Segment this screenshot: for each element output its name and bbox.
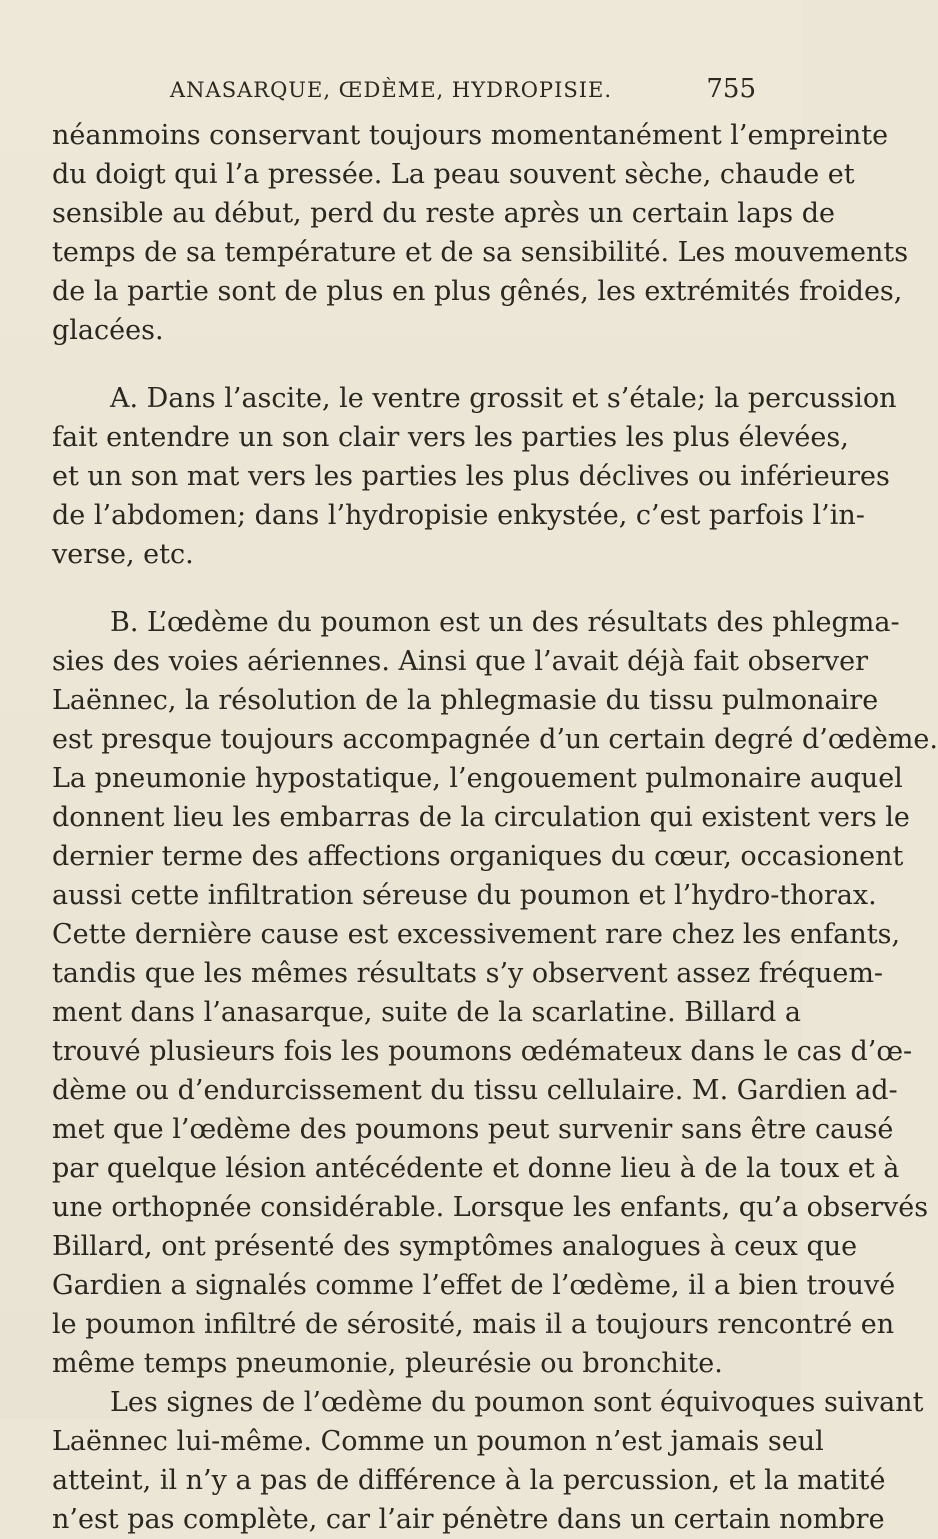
text-line: Cette dernière cause est excessivement rare chez les enfants,: [52, 919, 901, 950]
text-line: est presque toujours accompagnée d’un certain degré d’œdème.: [52, 724, 938, 755]
text-line: Billard, ont présenté des symptômes analogues à ceux que: [52, 1231, 858, 1262]
text-line: Laënnec lui-même. Comme un poumon n’est jamais seul: [52, 1426, 824, 1457]
text-line: par quelque lésion antécédente et donne lieu à de la toux et à: [52, 1153, 900, 1184]
paragraph-signs: [52, 1383, 924, 1539]
text-line: atteint, il n’y a pas de différence à la percussion, et la matité: [52, 1465, 886, 1496]
text-line: le poumon infiltré de sérosité, mais il a toujours rencontré en: [52, 1309, 895, 1340]
text-line: La pneumonie hypostatique, l’engouement pulmonaire auquel: [52, 763, 903, 794]
text-line: une orthopnée considérable. Lorsque les enfants, qu’a observés: [52, 1192, 929, 1223]
text-line: aussi cette infiltration séreuse du poumon et l’hydro-thorax.: [52, 880, 877, 911]
text-line: sensible au début, perd du reste après un certain laps de: [52, 198, 835, 229]
body-text: [52, 116, 938, 1539]
text-line: dernier terme des affections organiques du cœur, occasionent: [52, 841, 904, 872]
text-line: de l’abdomen; dans l’hydropisie enkystée, c’est parfois l’in-: [52, 500, 865, 531]
text-line: fait entendre un son clair vers les parties les plus élevées,: [52, 422, 849, 453]
text-line: sies des voies aériennes. Ainsi que l’avait déjà fait observer: [52, 646, 868, 677]
running-title: ANASARQUE, ŒDÈME, HYDROPISIE.: [170, 78, 613, 102]
page-header: [40, 74, 762, 118]
text-line: et un son mat vers les parties les plus déclives ou inférieures: [52, 461, 890, 492]
text-line: tandis que les mêmes résultats s’y observent assez fréquem-: [52, 958, 884, 989]
text-line: ment dans l’anasarque, suite de la scarlatine. Billard a: [52, 997, 801, 1028]
text-line: n’est pas complète, car l’air pénètre dans un certain nombre: [52, 1504, 885, 1535]
text-line: même temps pneumonie, pleurésie ou bronchite.: [52, 1348, 723, 1379]
text-line: A. Dans l’ascite, le ventre grossit et s’étale; la percussion: [110, 383, 897, 414]
text-line: néanmoins conservant toujours momentanément l’empreinte: [52, 120, 889, 151]
text-line: Laënnec, la résolution de la phlegmasie du tissu pulmonaire: [52, 685, 879, 716]
text-line: temps de sa température et de sa sensibilité. Les mouvements: [52, 237, 909, 268]
text-line: du doigt qui l’a pressée. La peau souvent sèche, chaude et: [52, 159, 855, 190]
text-line: trouvé plusieurs fois les poumons œdémateux dans le cas d’œ-: [52, 1036, 913, 1067]
text-line: dème ou d’endurcissement du tissu cellulaire. M. Gardien ad-: [52, 1075, 898, 1106]
text-line: Les signes de l’œdème du poumon sont équivoques suivant: [110, 1387, 924, 1418]
paragraph-1: [52, 116, 909, 350]
text-line: donnent lieu les embarras de la circulation qui existent vers le: [52, 802, 910, 833]
text-line: glacées.: [52, 315, 164, 346]
text-line: de la partie sont de plus en plus gênés, les extrémités froides,: [52, 276, 903, 307]
text-line: verse, etc.: [52, 539, 194, 570]
text-line: Gardien a signalés comme l’effet de l’œdème, il a bien trouvé: [52, 1270, 896, 1301]
page-number: 755: [706, 74, 756, 104]
text-line: met que l’œdème des poumons peut survenir sans être causé: [52, 1114, 894, 1145]
paragraph-section-a: [52, 379, 897, 574]
text-line: B. L’œdème du poumon est un des résultats des phlegma-: [110, 607, 900, 638]
paragraph-section-b: [52, 603, 938, 1383]
